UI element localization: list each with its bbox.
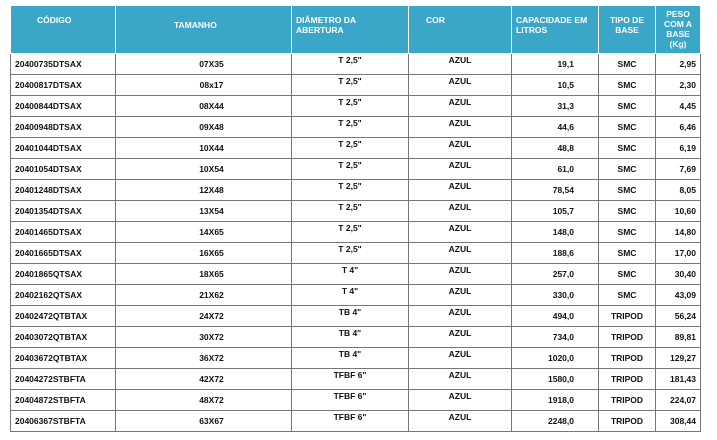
cell-diametro: T 2,5"	[292, 222, 409, 243]
product-table-container	[10, 5, 701, 432]
cell-codigo: 20401865QTSAX	[11, 264, 116, 285]
cell-codigo: 20403672QTBTAX	[11, 348, 116, 369]
cell-capacidade: 31,3	[512, 96, 599, 117]
cell-peso: 89,81	[656, 327, 701, 348]
cell-tipo-base: TRIPOD	[599, 306, 656, 327]
cell-tipo-base: SMC	[599, 117, 656, 138]
cell-diametro: TB 4"	[292, 306, 409, 327]
table-row	[11, 201, 701, 222]
cell-codigo: 20401465DTSAX	[11, 222, 116, 243]
cell-capacidade: 78,54	[512, 180, 599, 201]
cell-diametro: TFBF 6"	[292, 390, 409, 411]
cell-diametro: T 2,5"	[292, 243, 409, 264]
cell-diametro: T 2,5"	[292, 117, 409, 138]
cell-peso: 308,44	[656, 411, 701, 432]
cell-diametro: T 2,5"	[292, 54, 409, 75]
cell-capacidade: 10,5	[512, 75, 599, 96]
cell-peso: 56,24	[656, 306, 701, 327]
cell-codigo: 20401054DTSAX	[11, 159, 116, 180]
cell-peso: 6,46	[656, 117, 701, 138]
cell-diametro: T 4"	[292, 285, 409, 306]
table-row	[11, 117, 701, 138]
cell-tamanho: 16X65	[116, 243, 292, 264]
cell-tipo-base: SMC	[599, 222, 656, 243]
cell-tipo-base: SMC	[599, 264, 656, 285]
cell-diametro: T 4"	[292, 264, 409, 285]
cell-peso: 43,09	[656, 285, 701, 306]
header-peso: PESO COM A BASE (Kg)	[656, 6, 701, 54]
cell-tipo-base: TRIPOD	[599, 411, 656, 432]
cell-diametro: T 2,5"	[292, 180, 409, 201]
table-row	[11, 222, 701, 243]
cell-capacidade: 48,8	[512, 138, 599, 159]
cell-cor: AZUL	[409, 138, 512, 159]
cell-codigo: 20400817DTSAX	[11, 75, 116, 96]
cell-cor: AZUL	[409, 369, 512, 390]
cell-tipo-base: SMC	[599, 180, 656, 201]
cell-cor: AZUL	[409, 411, 512, 432]
cell-tipo-base: SMC	[599, 138, 656, 159]
cell-tamanho: 09X48	[116, 117, 292, 138]
table-row	[11, 285, 701, 306]
cell-codigo: 20402162QTSAX	[11, 285, 116, 306]
cell-tamanho: 14X65	[116, 222, 292, 243]
cell-cor: AZUL	[409, 75, 512, 96]
cell-capacidade: 44,6	[512, 117, 599, 138]
cell-capacidade: 61,0	[512, 159, 599, 180]
cell-diametro: T 2,5"	[292, 75, 409, 96]
cell-capacidade: 734,0	[512, 327, 599, 348]
table-row	[11, 306, 701, 327]
cell-tamanho: 21X62	[116, 285, 292, 306]
cell-capacidade: 330,0	[512, 285, 599, 306]
header-diametro: DIÂMETRO DA ABERTURA	[292, 6, 409, 54]
cell-tamanho: 07X35	[116, 54, 292, 75]
cell-tipo-base: TRIPOD	[599, 390, 656, 411]
cell-cor: AZUL	[409, 264, 512, 285]
cell-capacidade: 19,1	[512, 54, 599, 75]
table-row	[11, 75, 701, 96]
cell-tipo-base: SMC	[599, 75, 656, 96]
cell-diametro: T 2,5"	[292, 96, 409, 117]
cell-codigo: 20406367STBFTA	[11, 411, 116, 432]
cell-codigo: 20400948DTSAX	[11, 117, 116, 138]
cell-codigo: 20404872STBFTA	[11, 390, 116, 411]
cell-tipo-base: SMC	[599, 201, 656, 222]
cell-diametro: TB 4"	[292, 348, 409, 369]
cell-tamanho: 10X44	[116, 138, 292, 159]
cell-tipo-base: TRIPOD	[599, 369, 656, 390]
table-row	[11, 348, 701, 369]
cell-peso: 8,05	[656, 180, 701, 201]
cell-tamanho: 36X72	[116, 348, 292, 369]
cell-capacidade: 1918,0	[512, 390, 599, 411]
cell-tamanho: 08X44	[116, 96, 292, 117]
cell-peso: 14,80	[656, 222, 701, 243]
cell-cor: AZUL	[409, 348, 512, 369]
cell-cor: AZUL	[409, 390, 512, 411]
cell-cor: AZUL	[409, 180, 512, 201]
table-row	[11, 180, 701, 201]
cell-peso: 2,30	[656, 75, 701, 96]
product-spec-table	[10, 5, 701, 432]
cell-tamanho: 63X67	[116, 411, 292, 432]
cell-diametro: TFBF 6"	[292, 411, 409, 432]
cell-peso: 224,07	[656, 390, 701, 411]
header-codigo: CÓDIGO	[11, 6, 116, 54]
header-cor: COR	[409, 6, 512, 54]
cell-codigo: 20400735DTSAX	[11, 54, 116, 75]
cell-tamanho: 12X48	[116, 180, 292, 201]
cell-cor: AZUL	[409, 243, 512, 264]
cell-diametro: T 2,5"	[292, 159, 409, 180]
cell-tamanho: 13X54	[116, 201, 292, 222]
cell-tamanho: 30X72	[116, 327, 292, 348]
table-header-row	[11, 6, 701, 54]
cell-cor: AZUL	[409, 201, 512, 222]
cell-codigo: 20402472QTBTAX	[11, 306, 116, 327]
cell-tamanho: 42X72	[116, 369, 292, 390]
table-row	[11, 327, 701, 348]
cell-codigo: 20401044DTSAX	[11, 138, 116, 159]
table-row	[11, 138, 701, 159]
cell-tipo-base: SMC	[599, 159, 656, 180]
cell-cor: AZUL	[409, 54, 512, 75]
cell-tamanho: 24X72	[116, 306, 292, 327]
cell-cor: AZUL	[409, 222, 512, 243]
cell-diametro: TB 4"	[292, 327, 409, 348]
header-tipo-base: TIPO DE BASE	[599, 6, 656, 54]
cell-tipo-base: SMC	[599, 243, 656, 264]
cell-capacidade: 2248,0	[512, 411, 599, 432]
table-row	[11, 243, 701, 264]
table-row	[11, 369, 701, 390]
table-row	[11, 264, 701, 285]
cell-tipo-base: SMC	[599, 54, 656, 75]
cell-peso: 2,95	[656, 54, 701, 75]
cell-peso: 30,40	[656, 264, 701, 285]
table-row	[11, 54, 701, 75]
cell-cor: AZUL	[409, 159, 512, 180]
cell-diametro: TFBF 6"	[292, 369, 409, 390]
cell-codigo: 20404272STBFTA	[11, 369, 116, 390]
cell-capacidade: 148,0	[512, 222, 599, 243]
cell-capacidade: 494,0	[512, 306, 599, 327]
table-row	[11, 96, 701, 117]
table-row	[11, 411, 701, 432]
cell-capacidade: 105,7	[512, 201, 599, 222]
cell-peso: 6,19	[656, 138, 701, 159]
cell-cor: AZUL	[409, 306, 512, 327]
cell-tipo-base: SMC	[599, 285, 656, 306]
header-capacidade: CAPACIDADE EM LITROS	[512, 6, 599, 54]
cell-capacidade: 188,6	[512, 243, 599, 264]
cell-tipo-base: TRIPOD	[599, 327, 656, 348]
cell-tamanho: 10X54	[116, 159, 292, 180]
cell-peso: 4,45	[656, 96, 701, 117]
table-row	[11, 159, 701, 180]
cell-diametro: T 2,5"	[292, 201, 409, 222]
cell-tipo-base: SMC	[599, 96, 656, 117]
cell-codigo: 20401354DTSAX	[11, 201, 116, 222]
cell-capacidade: 1580,0	[512, 369, 599, 390]
header-tamanho: TAMANHO	[116, 6, 292, 54]
cell-peso: 7,69	[656, 159, 701, 180]
cell-capacidade: 257,0	[512, 264, 599, 285]
cell-tipo-base: TRIPOD	[599, 348, 656, 369]
cell-tamanho: 18X65	[116, 264, 292, 285]
cell-peso: 10,60	[656, 201, 701, 222]
cell-codigo: 20401248DTSAX	[11, 180, 116, 201]
cell-codigo: 20401665DTSAX	[11, 243, 116, 264]
cell-cor: AZUL	[409, 96, 512, 117]
table-body	[11, 54, 701, 432]
cell-cor: AZUL	[409, 327, 512, 348]
cell-codigo: 20400844DTSAX	[11, 96, 116, 117]
cell-peso: 181,43	[656, 369, 701, 390]
cell-tamanho: 08x17	[116, 75, 292, 96]
cell-capacidade: 1020,0	[512, 348, 599, 369]
cell-cor: AZUL	[409, 117, 512, 138]
table-row	[11, 390, 701, 411]
cell-cor: AZUL	[409, 285, 512, 306]
cell-peso: 129,27	[656, 348, 701, 369]
cell-codigo: 20403072QTBTAX	[11, 327, 116, 348]
cell-tamanho: 48X72	[116, 390, 292, 411]
cell-peso: 17,00	[656, 243, 701, 264]
cell-diametro: T 2,5"	[292, 138, 409, 159]
